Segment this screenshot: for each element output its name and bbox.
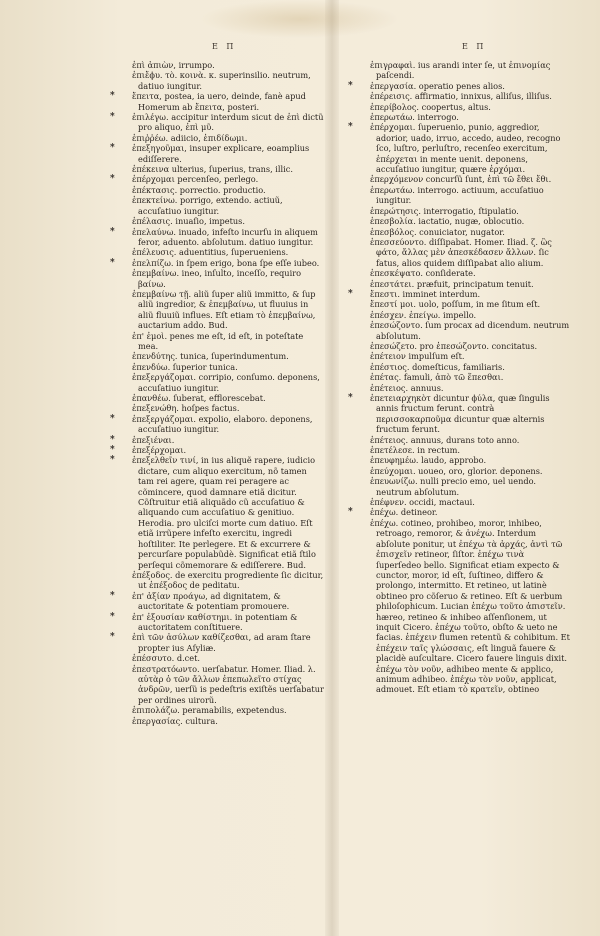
dictionary-entry: ἐπεσκέψατο. conſiderate.: [370, 268, 476, 279]
dictionary-entry: ἐπέχω. cotineo, prohibeo, moror, inhibeo, retroago, remoror, & ἀνέχω. Interdum abſolute ponitur, ut ἐπέχω τὰ ἀρχάς, ἀντὶ τῶ ἐπισχεῖν retineor, ſiſtor. ἐπέχω τινὰ ſuperſedeo bello. Significat etiam expecto & cunctor, moror, id eſt, ſuſtineo, differo & prolongo, intermitto. Et retineo, ut latinè obtineo pro cõſeruo & retineo. Eſt & uerbum philoſophicum. Lucian ἐπέχω τοῦτο ἀπιστεῖν. hæreo, retineo & inhibeo aſſenſionem, ut inquit Cicero. ἐπέχω τοῦτο, obſto & ueto ne facias. ἐπέχειν flumen retentũ & cohibitum. Et ἐπέχειν ταῖς γλώσσαις, eſt linguã fauere & placidè auſcultare. Cicero fauere linguis dixit. ἐπέχω τὸν νοῦν, adhibeo mente & applico, animum adhibeo. ἐπέχω τὸν νοῦν, applicat, admouet. Eſt etiam τὸ κρατεῖν, obtineo: [370, 517, 570, 695]
dictionary-entry: ἔπεστί μοι. uolo, poſſum, in me ſitum eſt.: [370, 299, 541, 310]
dictionary-entry: ἐπέλασις. inuaſio, impetus.: [132, 216, 245, 227]
dictionary-entry: * ἐπ' ἀξίαν προάγω, ad dignitatem, & auctoritate & potentiam promouere.: [132, 591, 324, 612]
dictionary-entry: * ἐπὶ τῶν ἀσύλων καθίζεσθαι, ad aram ſtare propter ius Aſyliæ.: [132, 632, 324, 653]
dictionary-entry: ἐπεσσεύοντο. diſſipabat. Homer. Iliad. ζ. ὣς φάτο, ἄλλας μὲν ἀπεσκέδασεν ἄλλων. ſic fatus, alios quidem diſſipabat alio alium.: [370, 236, 552, 268]
dictionary-entry: ἐπέτειος. annuus, durans toto anno.: [370, 434, 520, 445]
dictionary-entry: ἐπερίβολος. coopertus, altus.: [370, 101, 491, 112]
dictionary-entry: ἐπεσώζοντο. ſum procax ad dicendum. neutrum abſolutum.: [370, 320, 570, 341]
dictionary-entry: ἐπεύχομαι. uoueo, oro, glorior. deponens.: [370, 465, 543, 476]
dictionary-entry: ἐπιἔϕυ. τὸ. κοινὰ. κ. superinsilio. neutrum, datiuo iungitur.: [132, 70, 311, 91]
dictionary-entry: ἐπερωτάω. interrogo.: [370, 112, 459, 123]
dictionary-entry: ἐπεξενώθη. hoſpes factus.: [132, 403, 240, 414]
dictionary-entry: ἐπετέλεσε. in rectum.: [370, 445, 461, 456]
dictionary-entry: ἐπευωνίζω. nulli precio emo, uel uendo. neutrum abſolutum.: [370, 476, 537, 497]
dictionary-entry: * ἐπεργασία. operatio penes alios.: [370, 81, 570, 91]
dictionary-entry: ἐπέτειος. annuus.: [370, 382, 444, 393]
dictionary-entry: ἐπιῤῥέω. adiicio, ἐπιδίδωμι.: [132, 132, 248, 143]
dictionary-entry: ἐπιπολάζω. peramabilis, expetendus.: [132, 705, 287, 716]
dictionary-entry: * ἐπιλέγω. accipitur interdum sicut de ἐπὶ dictũ pro aliquo, ἐπὶ μῦ.: [132, 112, 324, 133]
dictionary-entry: ἐπέκτασις. porrectio. productio.: [132, 184, 266, 195]
dictionary-entry: * ἐπετειαρχηκὸτ dicuntur ϕύλα, quæ ſingulis annis fructum ferunt. contrà περισσοκαρποῦμα dicuntur quæ alternis fructum ferunt.: [370, 393, 570, 435]
dictionary-entry: ἐπεσβολία. iactatio, nugæ, oblocutio.: [370, 216, 525, 227]
dictionary-entry: ἐπεμβαίνω. ineo, inſulto, inceſſo, requiro βαίνω.: [132, 268, 302, 289]
dictionary-entry: * ἐπεξέρχομαι.: [132, 445, 324, 455]
dictionary-entry: ἐπέστιος. domeſticus, familiaris.: [370, 361, 505, 372]
dictionary-entry: ἐπευφημέω. laudo, approbo.: [370, 455, 487, 466]
dictionary-entry: ἐπέτειον impulſum eſt.: [370, 351, 465, 362]
dictionary-entry: ἐπεξεργάζομαι. corripio, conſumo. deponens, accuſatiuo iungitur.: [132, 372, 320, 393]
dictionary-entry: * ἐπεξιέναι.: [132, 435, 324, 445]
dictionary-entry: ἐπερώτησις. interrogatio, ſtipulatio.: [370, 205, 519, 216]
dictionary-entry: * ἔπειτα, postea, ia uero, deinde, fanè apud Homerum ab ἔπειτα, posteri.: [132, 91, 324, 112]
running-head-right: E Π: [462, 42, 487, 51]
dictionary-entry: ἐπεμβαίνω τῇ. aliũ ſuper aliũ immitto, & ſup aliũ ingredior, & ἐπεμβαίνω, ut fluuius in aliũ fluuiũ influes. Eſt etiam τὸ ἐπεμβαίνω, auctarium addo. Bud.: [132, 288, 316, 331]
dictionary-entry: ἐπ' ἐμοὶ. penes me eſt, id eſt, in poteſtate mea.: [132, 330, 304, 351]
page-gutter: [325, 0, 339, 936]
dictionary-entry: ἐπεκτείνω. porrigo, extendo. actiuũ, accuſatiuo iungitur.: [132, 195, 283, 216]
dictionary-entry: * ἐπεξηγοῦμαι, insuper explicare, eoamplius ediſſerere.: [132, 143, 324, 164]
dictionary-entry: ἐπεσώζετο. pro ἐπεσώζοντο. concitatus.: [370, 340, 538, 351]
dictionary-entry: ἐπέφνεν. occidi, mactaui.: [370, 497, 475, 508]
dictionary-entry: * ἔπεστι. imminet interdum.: [370, 289, 570, 299]
dictionary-entry: * ἐπελπίζω. in ſpem erigo, bona ſpe eſſe iubeo.: [132, 258, 324, 268]
dictionary-entry: * ἐπέρχομαι percenſeo, perlego.: [132, 174, 324, 184]
dictionary-entry: * ἐπέχω. detineor.: [370, 507, 570, 517]
dictionary-entry: ἐπανθέω. ſuberat, efflorescebat.: [132, 393, 266, 403]
dictionary-entry: ἐπέξοδος. de exercitu progrediente ſic dicitur, ut ἐπέξοδος de peditatu.: [132, 569, 324, 591]
dictionary-entry: ἐπὶ ἀπιὼν, irrumpo.: [132, 60, 215, 70]
dictionary-entry: ἐπιγραφαὶ. ius arandi inter ſe, ut ἐπινομίας paſcendi.: [370, 60, 551, 81]
dictionary-entry: * ἐπεξελθεῖν τινί, in ius aliquẽ rapere, iudicio dictare, cum aliquo exercitum, nõ tamen tam rei agere, quam rei peragere ac cõmincere, quod damnare etiã dicitur. Cõſtruitur etiã aliquãdo cũ accuſatiuo & aliquando cum accuſatiuo & genitiuo. Herodia. pro ulciſci morte cum datiuo. Eſt etiã irrũpere infeſto exercitu, ingredi hoſtiliter. Ite perlegere. Et & excurrere & percurſare populabũdè. Significat etiã ſtilo perſequi cõmemorare & ediſſerere. Bud.: [132, 455, 324, 569]
dictionary-entry: ἐπέτας. famuli, ἀπὸ τῶ ἕπεσθαι.: [370, 372, 504, 383]
dictionary-entry: ἐπεστρατόωντο. uerſabatur. Homer. Iliad. λ. αὐτὰρ ὁ τῶν ἄλλων ἐπεπωλεῖτο στίχας ἀνδρῶν, uerſũ is pedeſtris exiſtẽs uerſabatur per ordines uirorũ.: [132, 663, 324, 705]
dictionary-entry: * ἐπελαύνω. inuado, infeſto incurſu in aliquem feror, aduento. abſolutum. datiuo iungitur.: [132, 227, 324, 248]
dictionary-entry: ἐπέλευσις. aduentitius, ſuperueniens.: [132, 247, 289, 258]
left-column: [132, 60, 324, 726]
right-column: [370, 60, 570, 695]
dictionary-entry: ἐπεστάτει. præfuit, principatum tenuit.: [370, 278, 534, 289]
dictionary-entry: ἐπερχόμενον concurſũ ſunt, ἐπὶ τῶ ἔθει ἔθι.: [370, 174, 552, 185]
dictionary-entry: ἐπέκεινα ulterius, ſuperius, trans, illic.: [132, 164, 293, 175]
dictionary-entry: * ἐπεξεργάζομαι. expolio, elaboro. deponens, accuſatiuo iungitur.: [132, 414, 324, 435]
running-head-left: E Π: [212, 42, 237, 51]
dictionary-entry: * ἐπ' ἐξουσίαν καθίστημι. in potentiam & auctoritatem conſtituere.: [132, 612, 324, 633]
dictionary-entry: ἐπέρεισις. affirmatio, innixus, alliſus, illiſus.: [370, 91, 552, 102]
dictionary-entry: ἐπενδύτης. tunica, ſuperindumentum.: [132, 351, 289, 362]
dictionary-entry: ἐπερωτάω. interrogo. actiuum, accuſatiuo iungitur.: [370, 184, 544, 206]
dictionary-entry: ἐπεσβόλος. conuiciator, nugator.: [370, 226, 505, 237]
dictionary-entry: * ἐπέρχομαι. ſuperuenio, punio, aggredior, adorior, uado, irruo, accedo, audeo, recogno ſco, luſtro, perluſtro, recenſeo exercitum, ἐπέρχεται in mente uenit. deponens, accuſatiuo iungitur, quære ἐρχόμαι.: [370, 122, 570, 174]
paper-stain: [200, 0, 400, 38]
dictionary-entry: ἐπενδύω. ſuperior tunica.: [132, 361, 238, 372]
dictionary-entry: ἐπεργασίας. cultura.: [132, 715, 218, 726]
dictionary-entry: ἐπέσχεν. ἐπείγω. impello.: [370, 309, 477, 320]
dictionary-entry: ἐπέσσυτο. d.cet.: [132, 653, 201, 664]
